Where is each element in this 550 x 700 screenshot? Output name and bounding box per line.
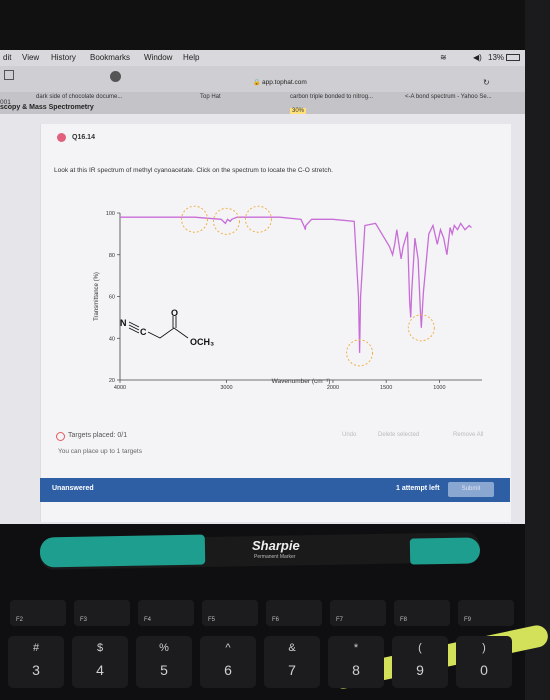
- function-key[interactable]: [10, 600, 66, 626]
- progress-label: 30%: [292, 108, 305, 114]
- function-key-label: F8: [400, 617, 408, 623]
- function-key-label: F2: [16, 617, 24, 623]
- nitrogen-label: N: [120, 318, 127, 328]
- marker-cap: [40, 535, 205, 568]
- x-tick-label: 1500: [380, 385, 393, 391]
- menu-bookmarks[interactable]: Bookmarks: [90, 53, 131, 62]
- y-tick-label: 40: [108, 336, 115, 343]
- key-symbol: #: [32, 642, 40, 654]
- question-number: Q16.14: [72, 134, 95, 141]
- reload-icon[interactable]: ↻: [483, 78, 490, 87]
- key-digit: 7: [288, 662, 296, 678]
- undo-button[interactable]: Undo: [342, 432, 357, 438]
- tab-title: Top Hat: [200, 94, 221, 100]
- key-digit: 8: [352, 662, 360, 678]
- function-key[interactable]: [458, 600, 514, 626]
- submit-button[interactable]: [448, 482, 494, 497]
- number-key[interactable]: [136, 636, 192, 688]
- tab-title: dark side of chocolate docume...: [36, 94, 123, 100]
- delete-selected-button[interactable]: Delete selected: [378, 432, 420, 438]
- attempts-left: 1 attempt left: [396, 485, 440, 492]
- menu-help[interactable]: Help: [183, 53, 200, 62]
- function-key[interactable]: [202, 600, 258, 626]
- key-symbol: ): [482, 642, 486, 654]
- key-digit: 5: [160, 662, 168, 678]
- key-symbol: (: [418, 642, 422, 654]
- function-key[interactable]: [330, 600, 386, 626]
- submit-label: Submit: [461, 486, 481, 492]
- tophat-logo-icon: [110, 71, 121, 82]
- targets-status-icon: [56, 432, 65, 441]
- x-axis-label: Wavenumber (cm⁻¹): [271, 378, 331, 385]
- methoxy-label: OCH₃: [190, 337, 215, 347]
- key-symbol: &: [288, 642, 296, 654]
- question-number-icon: [57, 133, 66, 142]
- url-field[interactable]: app.tophat.com: [262, 79, 307, 86]
- marker-sub: Permanent Marker: [254, 554, 296, 560]
- breadcrumb-prefix: 001: [0, 99, 11, 106]
- y-tick-label: 80: [108, 252, 115, 259]
- number-key[interactable]: [200, 636, 256, 688]
- menu-edit[interactable]: dit: [3, 53, 12, 62]
- function-key-label: F3: [80, 617, 88, 623]
- key-symbol: ^: [225, 642, 231, 654]
- y-axis-label: Transmittance (%): [94, 272, 100, 321]
- function-key-label: F5: [208, 617, 216, 623]
- methyl-cyanoacetate-structure: [118, 308, 238, 358]
- tab-tophat[interactable]: [200, 94, 240, 112]
- number-key[interactable]: [8, 636, 64, 688]
- oxygen-label: O: [171, 308, 179, 318]
- x-tick-label: 2000: [326, 385, 340, 391]
- ir-spectrum-chart[interactable]: [90, 205, 490, 391]
- tab-yahoo[interactable]: [405, 94, 520, 112]
- key-digit: 6: [224, 662, 232, 678]
- question-prompt: Look at this IR spectrum of methyl cyanoacetate. Click on the spectrum to locate the C-O stretch.: [54, 167, 333, 174]
- function-key[interactable]: [138, 600, 194, 626]
- number-key[interactable]: [72, 636, 128, 688]
- x-tick-label: 4000: [113, 385, 127, 391]
- function-key[interactable]: [394, 600, 450, 626]
- x-tick-label: 3000: [220, 385, 233, 391]
- x-tick-label: 1000: [433, 385, 446, 391]
- browser-toolbar: [0, 66, 525, 92]
- marker-brand: Sharpie: [252, 538, 300, 553]
- key-symbol: $: [96, 642, 104, 654]
- number-key[interactable]: [456, 636, 512, 688]
- key-digit: 0: [480, 662, 488, 678]
- remove-all-button[interactable]: Remove All: [453, 432, 484, 438]
- function-key[interactable]: [74, 600, 130, 626]
- function-key-label: F9: [464, 617, 472, 623]
- key-digit: 3: [32, 662, 40, 678]
- volume-icon[interactable]: ◀): [473, 53, 482, 62]
- tab-title: carbon triple bonded to nitrog...: [290, 94, 374, 100]
- menu-view[interactable]: View: [22, 53, 40, 62]
- function-key-label: F6: [272, 617, 280, 623]
- key-digit: 4: [96, 662, 104, 678]
- menu-bar: [0, 50, 525, 66]
- target-circle-3300[interactable]: [182, 206, 208, 232]
- menu-window[interactable]: Window: [144, 53, 173, 62]
- sidebar-toggle-icon[interactable]: [4, 70, 14, 80]
- number-key[interactable]: [328, 636, 384, 688]
- battery-icon[interactable]: [506, 54, 520, 61]
- battery-label: 13%: [488, 53, 505, 62]
- y-tick-label: 60: [108, 294, 115, 301]
- function-key-label: F4: [144, 617, 152, 623]
- answer-state: Unanswered: [52, 485, 94, 492]
- number-key[interactable]: [264, 636, 320, 688]
- key-symbol: %: [159, 642, 169, 654]
- target-circle-2700[interactable]: [245, 206, 271, 232]
- y-tick-label: 100: [105, 211, 115, 217]
- lock-icon: 🔒: [253, 80, 261, 86]
- marker-tip: [410, 537, 480, 564]
- targets-status: Targets placed: 0/1: [68, 432, 128, 439]
- tab-title: <-A bond spectrum - Yahoo Se...: [405, 94, 492, 100]
- number-key[interactable]: [392, 636, 448, 688]
- carbon-label: C: [140, 327, 147, 337]
- key-digit: 9: [416, 662, 424, 678]
- course-title[interactable]: scopy & Mass Spectrometry: [0, 104, 94, 111]
- y-tick-label: 20: [108, 378, 115, 384]
- menu-history[interactable]: History: [51, 53, 76, 62]
- function-key[interactable]: [266, 600, 322, 626]
- wifi-icon[interactable]: ≋: [440, 53, 447, 62]
- function-key-label: F7: [336, 617, 344, 623]
- targets-hint: You can place up to 1 targets: [58, 448, 142, 455]
- key-symbol: *: [353, 642, 359, 654]
- screen-bezel: [0, 0, 525, 50]
